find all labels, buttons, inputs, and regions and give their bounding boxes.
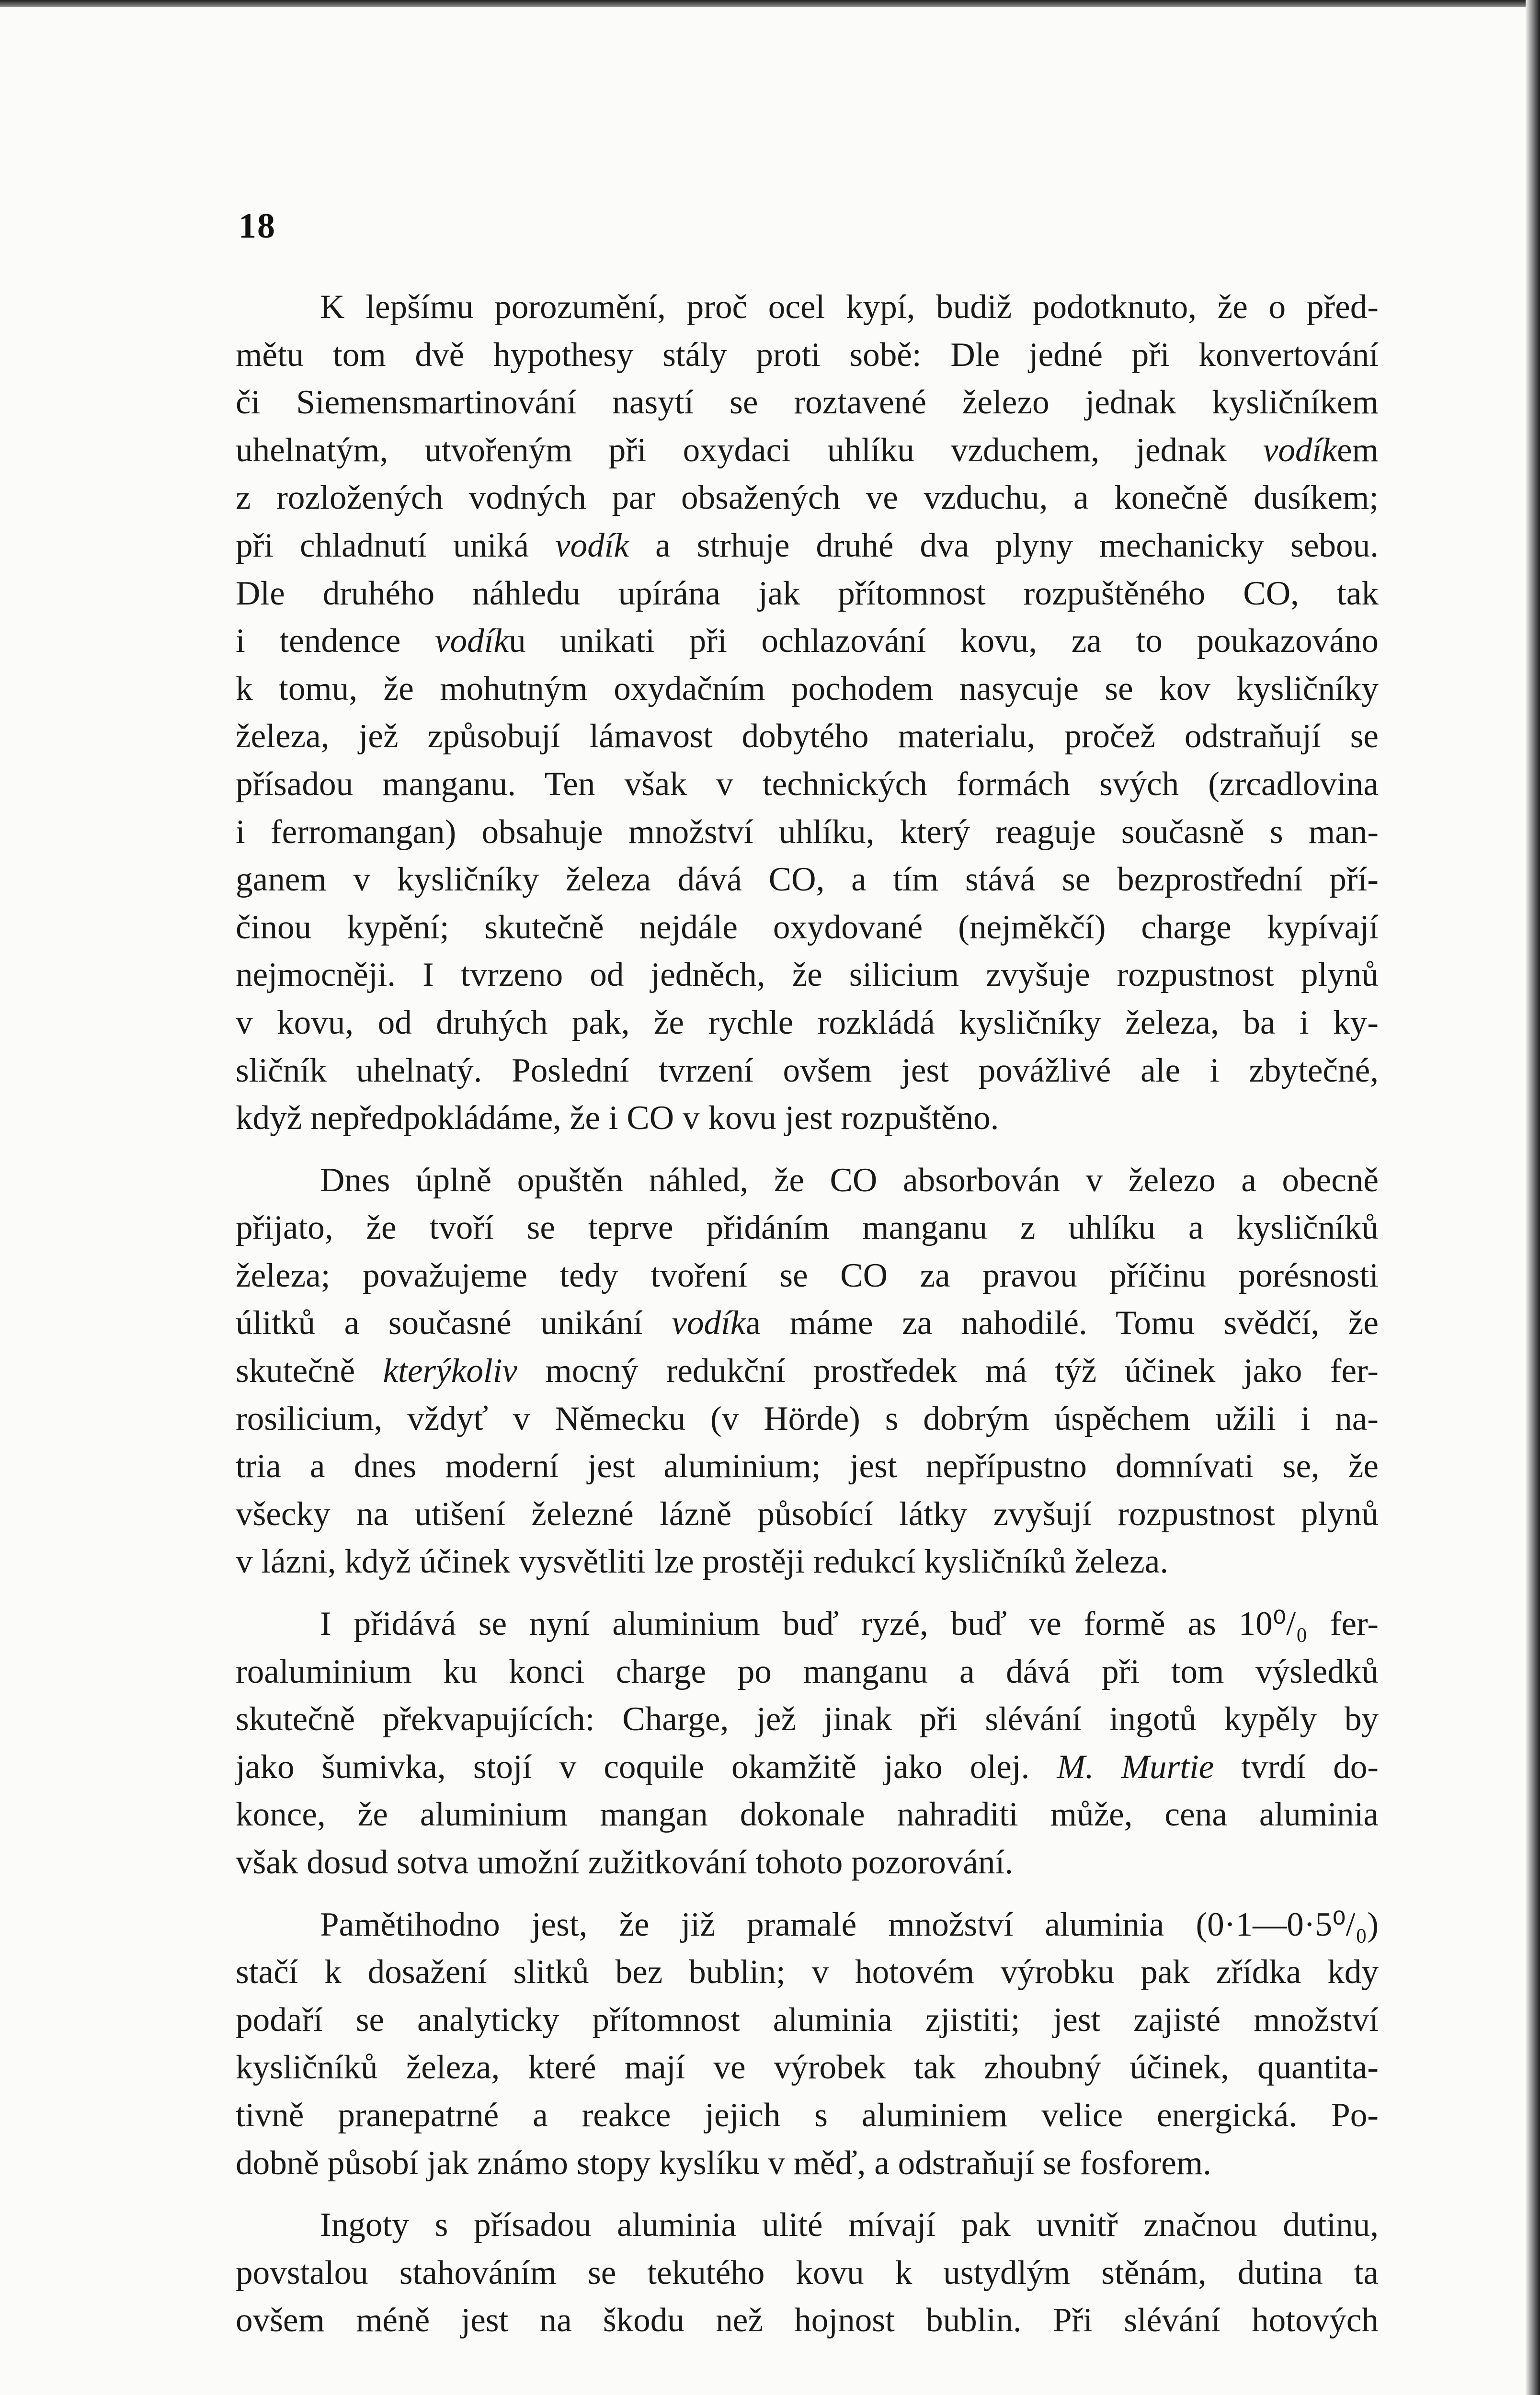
text-line: při chladnutí uniká vodík a strhuje druhé dva plyny mechanicky sebou. <box>236 526 1379 564</box>
text-line: přijato, že tvoří se teprve přidáním manganu z uhlíku a kysličníků <box>236 1209 1379 1247</box>
body-text <box>236 284 1379 2346</box>
text-line: či Siemensmartinování nasytí se roztavené železo jednak kysličníkem <box>236 384 1379 422</box>
text-line: podaří se analyticky přítomnost aluminia zjistiti; jest zajisté množství <box>236 2001 1379 2039</box>
text-line: mětu tom dvě hypothesy stály proti sobě: Dle jedné při konvertování <box>236 336 1379 374</box>
text-line: dobně působí jak známo stopy kyslíku v měď, a odstraňují se fosforem. <box>236 2144 1211 2182</box>
text-line: tivně pranepatrné a reakce jejich s aluminiem velice energická. Po- <box>236 2096 1379 2134</box>
text-line: povstalou stahováním se tekutého kovu k ustydlým stěnám, dutina ta <box>236 2254 1379 2292</box>
text-line: stačí k dosažení slitků bez bublin; v hotovém výrobku pak zřídka kdy <box>236 1953 1379 1991</box>
text-line: ganem v kysličníky železa dává CO, a tím stává se bezprostřední pří- <box>236 861 1379 899</box>
text-line: skutečně kterýkoliv mocný redukční prostředek má týž účinek jako fer- <box>236 1352 1379 1390</box>
text-line: v lázni, když účinek vysvětliti lze prostěji redukcí kysličníků železa. <box>236 1543 1169 1581</box>
paragraph-4 <box>236 1901 1379 2188</box>
page-number: 18 <box>239 206 276 246</box>
text-line: kysličníků železa, které mají ve výrobek tak zhoubný účinek, quantita- <box>236 2049 1379 2087</box>
text-line: I přidává se nyní aluminium buď ryzé, buď ve formě as 10⁰/₀ fer- <box>320 1605 1379 1643</box>
text-line: i tendence vodíku unikati při ochlazování kovu, za to poukazováno <box>236 622 1379 660</box>
text-line: železa, jež způsobují lámavost dobytého materialu, pročež odstraňují se <box>236 718 1379 755</box>
text-line: k tomu, že mohutným oxydačním pochodem nasycuje se kov kysličníky <box>236 670 1379 707</box>
text-line: v kovu, od druhých pak, že rychle rozkládá kysličníky železa, ba i ky- <box>236 1004 1379 1041</box>
text-line: nejmocněji. I tvrzeno od jedněch, že silicium zvyšuje rozpustnost plynů <box>236 956 1379 994</box>
text-line: z rozložených vodných par obsažených ve vzduchu, a konečně dusíkem; <box>236 479 1379 517</box>
text-line: uhelnatým, utvořeným při oxydaci uhlíku vzduchem, jednak vodíkem <box>236 431 1379 469</box>
text-line: jako šumivka, stojí v coquile okamžitě jako olej. M. Murtie tvrdí do- <box>236 1748 1379 1786</box>
text-line: přísadou manganu. Ten však v technických formách svých (zrcadlovina <box>236 765 1379 803</box>
paragraph-1 <box>236 284 1379 1142</box>
text-line: železa; považujeme tedy tvoření se CO za pravou příčinu porésnosti <box>236 1256 1379 1294</box>
text-line: činou kypění; skutečně nejdále oxydované (nejměkčí) charge kypívají <box>236 908 1379 946</box>
text-line: však dosud sotva umožní zužitkování tohoto pozorování. <box>236 1844 1014 1881</box>
text-line: ovšem méně jest na škodu než hojnost bublin. Při slévání hotových <box>236 2302 1379 2339</box>
text-line: tria a dnes moderní jest aluminium; jest nepřípustno domnívati se, že <box>236 1448 1379 1485</box>
text-line: rosilicium, vždyť v Německu (v Hörde) s dobrým úspěchem užili i na- <box>236 1400 1379 1437</box>
text-line: když nepředpokládáme, že i CO v kovu jest rozpuštěno. <box>236 1099 999 1137</box>
scan-edge-right <box>1526 0 1540 2395</box>
text-line: i ferromangan) obsahuje množství uhlíku, který reaguje současně s man- <box>236 813 1379 851</box>
text-line: Pamětihodno jest, že již pramalé množství aluminia (0·1—0·5⁰/₀) <box>320 1905 1379 1943</box>
paragraph-5 <box>236 2201 1379 2345</box>
text-line: všecky na utišení železné lázně působící látky zvyšují rozpustnost plynů <box>236 1495 1379 1533</box>
text-line: úlitků a současné unikání vodíka máme za nahodilé. Tomu svědčí, že <box>236 1304 1379 1342</box>
scan-edge-top <box>0 0 1540 7</box>
paragraph-3 <box>236 1600 1379 1887</box>
text-line: konce, že aluminium mangan dokonale nahraditi může, cena aluminia <box>236 1796 1379 1834</box>
text-line: roaluminium ku konci charge po manganu a dává při tom výsledků <box>236 1653 1379 1690</box>
text-line: sličník uhelnatý. Poslední tvrzení ovšem jest povážlivé ale i zbytečné, <box>236 1051 1379 1089</box>
text-line: Dle druhého náhledu upírána jak přítomnost rozpuštěného CO, tak <box>236 574 1379 612</box>
text-line: Ingoty s přísadou aluminia ulité mívají pak uvnitř značnou dutinu, <box>320 2206 1379 2244</box>
text-line: K lepšímu porozumění, proč ocel kypí, budiž podotknuto, že o před- <box>320 288 1379 326</box>
text-line: Dnes úplně opuštěn náhled, že CO absorbován v železo a obecně <box>320 1161 1379 1199</box>
text-line: skutečně překvapujících: Charge, jež jinak při slévání ingotů kypěly by <box>236 1700 1379 1738</box>
paragraph-2 <box>236 1157 1379 1586</box>
